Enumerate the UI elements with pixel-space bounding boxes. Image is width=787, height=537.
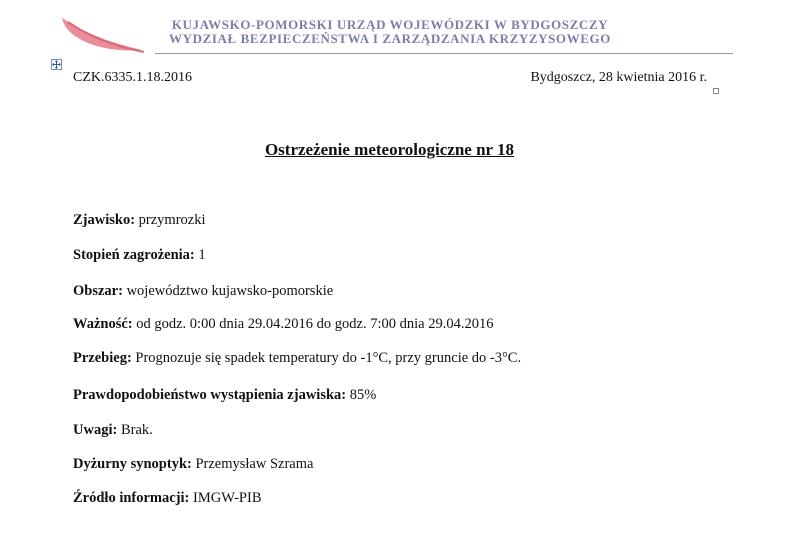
reference-number: CZK.6335.1.18.2016 <box>73 70 192 85</box>
field-value: przymrozki <box>135 212 206 228</box>
warning-title: Ostrzeżenie meteorologiczne nr 18 <box>264 140 515 159</box>
field-validity <box>73 316 493 333</box>
issuing-office <box>140 18 640 46</box>
field-label: Prawdopodobieństwo wystąpienia zjawiska: <box>73 387 347 403</box>
field-value: Przemysław Szrama <box>191 456 314 472</box>
field-value: 85% <box>346 387 377 403</box>
place-and-date: Bydgoszcz, 28 kwietnia 2016 r. <box>530 70 707 85</box>
field-label: Stopień zagrożenia: <box>73 247 195 263</box>
field-phenomenon <box>73 212 206 229</box>
department-name: WYDZIAŁ BEZPIECZEŃSTWA I ZARZĄDZANIA KRZYZYSOWEGO <box>169 31 611 46</box>
table-move-handle-icon[interactable] <box>51 59 62 70</box>
field-remarks <box>73 422 153 439</box>
field-value: województwo kujawsko-pomorskie <box>122 283 334 299</box>
field-source <box>73 490 262 507</box>
field-forecaster <box>73 456 313 473</box>
office-name: KUJAWSKO-POMORSKI URZĄD WOJEWÓDZKI W BYDGOSZCZY <box>171 17 609 32</box>
field-value: od godz. 0:00 dnia 29.04.2016 do godz. 7:00 dnia 29.04.2016 <box>132 316 494 332</box>
field-threat-level <box>73 247 206 264</box>
field-label: Ważność: <box>73 316 133 332</box>
field-label: Zjawisko: <box>73 212 136 228</box>
field-probability <box>73 387 376 404</box>
field-value: 1 <box>194 247 206 263</box>
field-label: Dyżurny synoptyk: <box>73 456 192 472</box>
office-logo <box>58 12 148 59</box>
field-label: Uwagi: <box>73 422 118 438</box>
field-value: IMGW-PIB <box>189 490 262 506</box>
field-label: Źródło informacji: <box>73 490 190 506</box>
field-label: Przebieg: <box>73 350 132 366</box>
field-area <box>73 283 333 300</box>
field-label: Obszar: <box>73 283 123 299</box>
header-divider <box>155 53 733 54</box>
field-value: Brak. <box>117 422 153 438</box>
field-value: Prognozuje się spadek temperatury do -1°C, przy gruncie do -3°C. <box>131 350 522 366</box>
table-resize-handle-icon[interactable] <box>713 88 719 94</box>
field-course <box>73 350 521 367</box>
